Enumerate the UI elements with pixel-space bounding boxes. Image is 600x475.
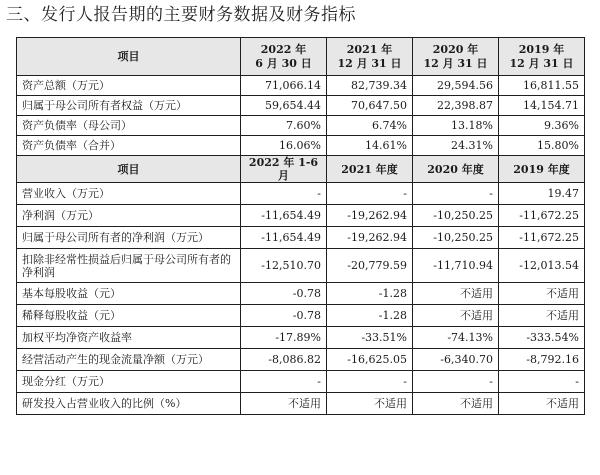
cell-value: -10,250.25 [413, 205, 499, 227]
cell-value: -74.13% [413, 327, 499, 349]
cell-value: 6.74% [327, 116, 413, 136]
table-row [17, 76, 585, 96]
row-label: 经营活动产生的现金流量净额（万元） [17, 349, 241, 371]
cell-value: 9.36% [499, 116, 585, 136]
table-row [17, 349, 585, 371]
cell-value: -1.28 [327, 305, 413, 327]
table-row [17, 183, 585, 205]
header-line2: 6 月 30 日 [255, 56, 312, 70]
income-header-row [17, 156, 585, 183]
cell-value: -8,792.16 [499, 349, 585, 371]
cell-value: 71,066.14 [241, 76, 327, 96]
cell-value: -8,086.82 [241, 349, 327, 371]
cell-value: -19,262.94 [327, 205, 413, 227]
cell-value: 70,647.50 [327, 96, 413, 116]
cell-value: 13.18% [413, 116, 499, 136]
section-title: 三、发行人报告期的主要财务数据及财务指标 [6, 5, 356, 25]
header-line1: 2020 年 [432, 42, 479, 56]
header-line2: 12 月 31 日 [337, 56, 402, 70]
header-line2: 12 月 31 日 [509, 56, 574, 70]
financial-data-table [16, 37, 585, 415]
cell-value: -20,779.59 [327, 249, 413, 283]
balance-header-col [241, 38, 327, 76]
cell-value: -333.54% [499, 327, 585, 349]
cell-value: 24.31% [413, 136, 499, 156]
balance-header-item: 项目 [17, 38, 241, 76]
header-line1: 2019 年 [518, 42, 565, 56]
table-row [17, 249, 585, 283]
cell-value: 82,739.34 [327, 76, 413, 96]
table-row [17, 116, 585, 136]
cell-value: 不适用 [241, 393, 327, 415]
cell-value: -33.51% [327, 327, 413, 349]
cell-value: -11,654.49 [241, 227, 327, 249]
cell-value: 16.06% [241, 136, 327, 156]
cell-value: - [499, 371, 585, 393]
cell-value: 不适用 [413, 283, 499, 305]
cell-value: 7.60% [241, 116, 327, 136]
cell-value: 15.80% [499, 136, 585, 156]
header-line2: 12 月 31 日 [423, 56, 488, 70]
table-row [17, 227, 585, 249]
cell-value: -12,510.70 [241, 249, 327, 283]
balance-header-col [327, 38, 413, 76]
cell-value: 16,811.55 [499, 76, 585, 96]
cell-value: -11,710.94 [413, 249, 499, 283]
row-label: 扣除非经常性损益后归属于母公司所有者的净利润 [17, 249, 241, 283]
cell-value: -1.28 [327, 283, 413, 305]
cell-value: 不适用 [327, 393, 413, 415]
header-line1: 2022 年 [260, 42, 307, 56]
row-label: 现金分红（万元） [17, 371, 241, 393]
cell-value: 不适用 [413, 305, 499, 327]
cell-value: 不适用 [499, 305, 585, 327]
cell-value: -12,013.54 [499, 249, 585, 283]
cell-value: 19.47 [499, 183, 585, 205]
cell-value: -11,672.25 [499, 205, 585, 227]
cell-value: -11,672.25 [499, 227, 585, 249]
table-row [17, 283, 585, 305]
income-header-col: 2021 年度 [327, 156, 413, 183]
cell-value: 29,594.56 [413, 76, 499, 96]
row-label: 稀释每股收益（元） [17, 305, 241, 327]
cell-value: - [413, 371, 499, 393]
row-label: 净利润（万元） [17, 205, 241, 227]
cell-value: 不适用 [499, 283, 585, 305]
cell-value: -0.78 [241, 283, 327, 305]
cell-value: - [241, 183, 327, 205]
cell-value: 14.61% [327, 136, 413, 156]
row-label: 资产总额（万元） [17, 76, 241, 96]
cell-value: - [413, 183, 499, 205]
cell-value: -19,262.94 [327, 227, 413, 249]
cell-value: - [327, 183, 413, 205]
income-header-col: 2022 年 1-6 月 [241, 156, 327, 183]
cell-value: -10,250.25 [413, 227, 499, 249]
income-header-item: 项目 [17, 156, 241, 183]
table-row [17, 205, 585, 227]
row-label: 营业收入（万元） [17, 183, 241, 205]
row-label: 归属于母公司所有者权益（万元） [17, 96, 241, 116]
row-label: 加权平均净资产收益率 [17, 327, 241, 349]
table-row [17, 371, 585, 393]
cell-value: 22,398.87 [413, 96, 499, 116]
balance-header-col [413, 38, 499, 76]
table-row [17, 136, 585, 156]
income-header-col: 2019 年度 [499, 156, 585, 183]
row-label: 研发投入占营业收入的比例（%） [17, 393, 241, 415]
row-label: 基本每股收益（元） [17, 283, 241, 305]
cell-value: 不适用 [413, 393, 499, 415]
table-row [17, 96, 585, 116]
cell-value: - [241, 371, 327, 393]
cell-value: -0.78 [241, 305, 327, 327]
row-label: 归属于母公司所有者的净利润（万元） [17, 227, 241, 249]
table-row [17, 305, 585, 327]
table-row [17, 393, 585, 415]
table-row [17, 327, 585, 349]
header-line1: 2021 年 [346, 42, 393, 56]
balance-header-col [499, 38, 585, 76]
cell-value: -6,340.70 [413, 349, 499, 371]
cell-value: 14,154.71 [499, 96, 585, 116]
balance-header-row [17, 38, 585, 76]
row-label: 资产负债率（合并） [17, 136, 241, 156]
cell-value: - [327, 371, 413, 393]
row-label: 资产负债率（母公司） [17, 116, 241, 136]
income-header-col: 2020 年度 [413, 156, 499, 183]
cell-value: -11,654.49 [241, 205, 327, 227]
cell-value: 59,654.44 [241, 96, 327, 116]
cell-value: -16,625.05 [327, 349, 413, 371]
cell-value: 不适用 [499, 393, 585, 415]
cell-value: -17.89% [241, 327, 327, 349]
